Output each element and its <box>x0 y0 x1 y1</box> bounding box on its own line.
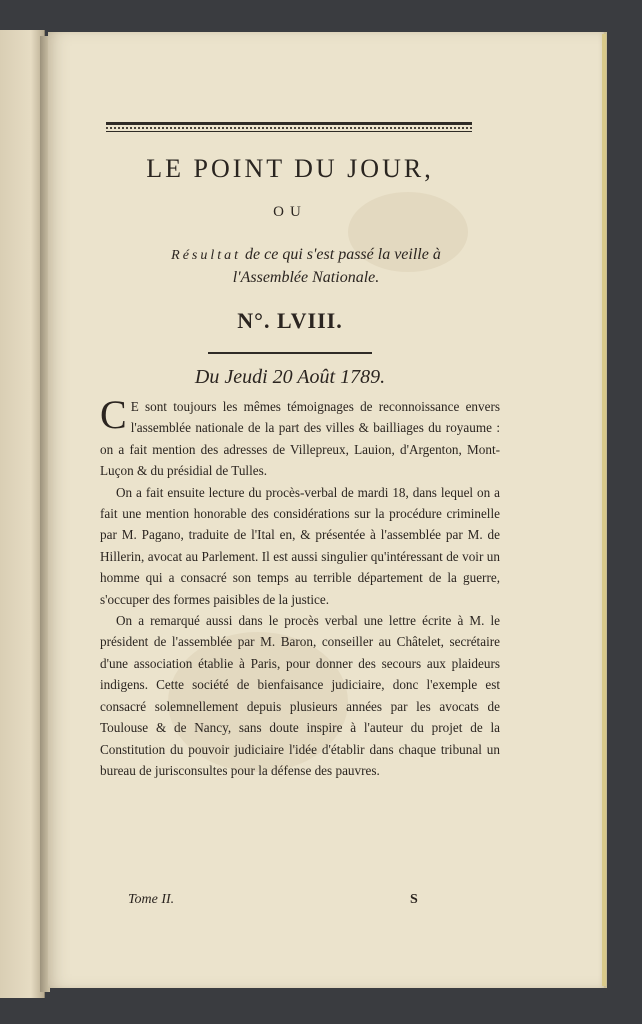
paragraph <box>100 392 500 482</box>
dateline: Du Jeudi 20 Août 1789. <box>194 366 386 388</box>
paragraph-text: E sont toujours les mêmes témoignages de reconnoissance envers l'assemblée nationale de la part des villes & bailliages du royaume : on a fait mention des adresses de Villepreux, Lauion, d'Argenton, Mont-Luçon & du présidial de Tulles. <box>100 399 500 479</box>
paragraph: On a remarqué aussi dans le procès verbal une lettre écrite à M. le président de l'assemblée par M. Baron, conseiller au Châtelet, secrétaire d'une association établie à Paris, pour donner des secours aux plaideurs indigens. Cette société de bienfaisance judiciaire, donc l'exemple est consacré solemnellement depuis plusieurs années par les avocats de Toulouse & de Nancy, sans doute inspire à l'auteur du projet de la Constitution du pouvoir judiciaire l'idée d'établir dans chaque tribunal un bureau de jurisconsultes pour la défense des pauvres. <box>100 613 500 778</box>
signature-mark: S <box>410 892 418 907</box>
ornamental-rule <box>106 122 472 132</box>
page-footer <box>128 892 428 912</box>
subtitle-rest: de ce qui s'est passé la veille à <box>241 246 441 263</box>
drop-cap: C <box>100 392 127 437</box>
subtitle-lead: Résultat <box>171 248 242 263</box>
subtitle <box>100 244 512 289</box>
divider-rule <box>208 352 372 354</box>
title-conjunction: OU <box>273 204 307 220</box>
subtitle-line2: l'Assemblée Nationale. <box>232 269 380 286</box>
page-title: LE POINT DU JOUR, <box>146 154 434 183</box>
paragraph: On a fait ensuite lecture du procès-verbal de mardi 18, dans lequel on a fait une mention honorable des considérations sur la procédure criminelle par M. Pagano, traduite de l'Ital en, & présentée à l'assemblée par M. de Hillerin, avocat au Parlement. Il est aussi singulier qu'intéressant de voir un homme qui a consacré son temps au terrible département de la guerre, s'occuper des formes paisibles de la justice. <box>100 484 500 607</box>
left-page-edge <box>0 30 45 998</box>
issue-number: N°. LVIII. <box>237 308 343 333</box>
book-page <box>48 32 607 988</box>
body-text <box>100 392 500 781</box>
page-fore-edge <box>602 34 606 986</box>
volume-label: Tome II. <box>128 892 175 907</box>
